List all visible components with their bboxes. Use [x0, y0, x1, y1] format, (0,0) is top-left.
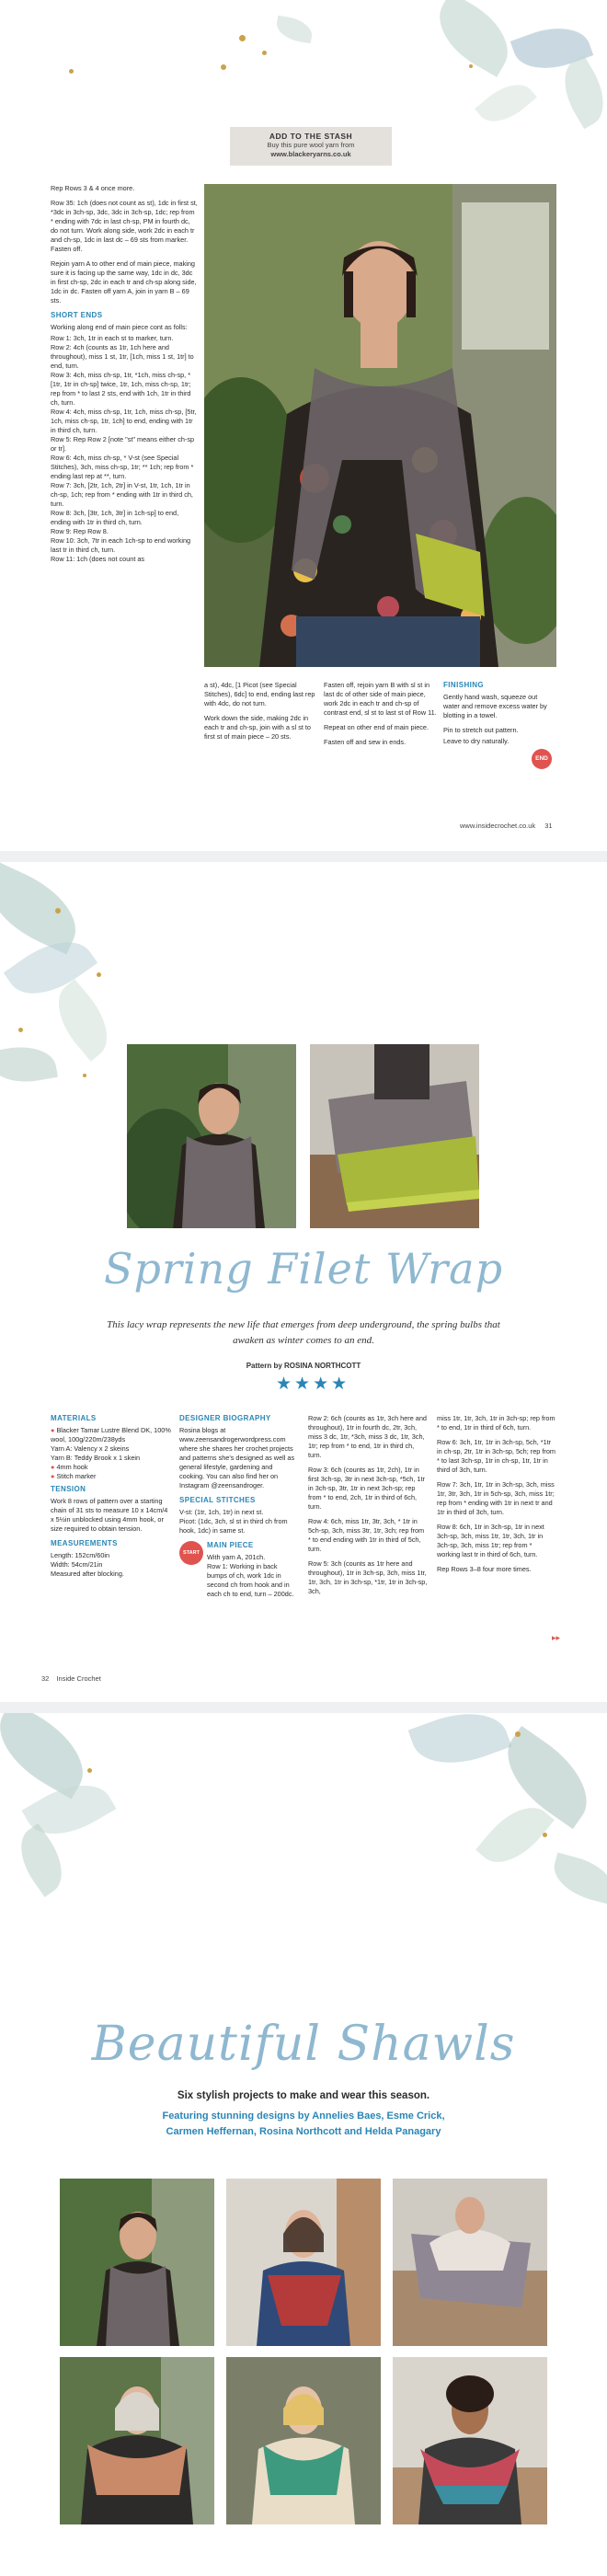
pattern-row: Row 1: 3ch, 1tr in each st to marker, turn.: [51, 334, 174, 342]
continue-arrow-icon: ▸▸: [552, 1633, 561, 1642]
stash-heading: ADD TO THE STASH: [269, 132, 353, 141]
pattern-row: Row 8: 6ch, 1tr in 3ch-sp, 1tr in next 3ch-sp, 3ch, miss 1tr, 1tr, 3ch, 1tr in 3ch-sp, 3ch, miss 1tr; rep from * working last tr in third of 6ch, turn.: [437, 1523, 544, 1558]
main-piece-block: [179, 1541, 299, 1599]
material-item: ● Stitch marker: [51, 1472, 97, 1480]
leaf-decoration: [43, 979, 121, 1062]
materials-heading: MATERIALS: [51, 1414, 97, 1422]
gold-dot: [87, 1768, 92, 1773]
pattern-text: Pin to stretch out pattern.: [443, 726, 519, 734]
pattern-row: Row 6: 4ch, miss ch-sp, * V-st (see Special Stitches), 3ch, miss ch-sp, 1tr; ** 1ch; rep from * ending last rep at **, turn.: [51, 454, 194, 480]
gold-dot: [469, 64, 473, 68]
pattern-row: Row 4: 6ch, miss 1tr, 3tr, 3ch, * 1tr in 5ch-sp, 3ch, miss 3tr, 1tr, 3ch; rep from * to end ending with 1tr in third of 5ch, turn.: [308, 1517, 425, 1553]
photo-illustration: [226, 2357, 381, 2524]
leaf-decoration: [475, 74, 537, 133]
page-number: 32: [41, 1674, 50, 1683]
pattern-row: Row 10: 3ch, 7tr in each 1ch-sp to end working last tr in third ch, turn.: [51, 536, 191, 554]
footer-url[interactable]: www.insidecrochet.co.uk: [460, 822, 536, 830]
pattern-column-4: [324, 681, 439, 753]
shawl-photo-5[interactable]: [226, 2357, 381, 2524]
wrap-photo-left: [127, 1044, 296, 1228]
pattern-column-4: [437, 1414, 556, 1580]
pattern-text: Fasten off and sew in ends.: [324, 738, 407, 746]
material-item: ● Blacker Tamar Lustre Blend DK, 100% wool, 100g/220m/238yds: [51, 1426, 171, 1443]
pattern-row: Row 8: 3ch, [3tr, 1ch, 3tr] in 1ch-sp] to end, ending with 1tr in third ch, turn.: [51, 509, 179, 526]
gold-dot: [262, 51, 267, 55]
gold-dot: [69, 69, 74, 74]
leaf-decoration: [408, 1713, 512, 1777]
gold-dot: [83, 1074, 86, 1077]
feature-designers: [0, 2109, 607, 2140]
designer-heading: DESIGNER BIOGRAPHY: [179, 1414, 271, 1422]
pattern-row: Row 5: Rep Row 2 [note "st" means either ch-sp or tr].: [51, 435, 195, 453]
main-piece-heading: MAIN PIECE: [207, 1541, 254, 1549]
pattern-row: Row 7: 3ch, [2tr, 1ch, 2tr] in V-st, 1tr, 1ch, 1tr in ch-sp, 1ch; rep from * ending with 1tr in third ch, turn.: [51, 481, 193, 508]
pattern-row: Row 3: 6ch (counts as 1tr, 2ch), 1tr in first 3ch-sp, 3tr in next 3ch-sp, *5ch, 1tr in 3ch-sp, 3tr, 1tr in next 3ch-sp; rep from * to end, 2ch, 1tr in third of 6ch, turn.: [308, 1466, 425, 1511]
special-stitch: Picot: (1dc, 3ch, sl st in third ch from hook, 1dc) in same st.: [179, 1517, 288, 1535]
finishing-column: [443, 681, 554, 752]
leaf-decoration: [274, 16, 315, 44]
gold-dot: [55, 908, 61, 914]
wrap-photo-right: [310, 1044, 479, 1228]
shawl-photo-3[interactable]: [393, 2179, 547, 2346]
shawls-feature-page: [0, 1713, 607, 2576]
photo-illustration: [393, 2357, 547, 2524]
pattern-row: Row 7: 3ch, 1tr, 1tr in 3ch-sp, 3ch, miss 1tr, 3tr, 3ch, 1tr in 5ch-sp, 3ch, miss 1tr; rep from * ending with 1tr in next tr and 1tr in third of 3ch, turn.: [437, 1480, 555, 1516]
pattern-row: Rep Rows 3–8 four more times.: [437, 1565, 532, 1573]
shawl-photo-2[interactable]: [226, 2179, 381, 2346]
pattern-column-1: [51, 184, 198, 564]
main-piece-intro: With yarn A, 201ch.: [207, 1553, 266, 1561]
leaf-decoration: [8, 1823, 75, 1897]
pattern-row: Row 2: 6ch (counts as 1tr, 3ch here and throughout), 1tr in fourth dc, 2tr, 3ch, miss 3 dc, 1tr, *3ch, miss 3 dc, 1tr, 3ch, 1tr; rep from * to end, 1tr in third ch, turn.: [308, 1414, 427, 1459]
pattern-text: Rejoin yarn A to other end of main piece, making sure it is facing up the same way, 1dc in dc, 3dc in first ch-sp, 2dc in each tr and ch-sp along side, 1dc in dc. Fasten off yarn A, join in yarn B – 69 sts.: [51, 259, 197, 305]
pattern-row: Row 5: 3ch (counts as 1tr here and throughout), 1tr in 3ch-sp, 3ch, miss 1tr, 1tr, 3ch, 1tr in 3ch-sp, *1tr, 1tr in 3ch-sp, 3ch,: [308, 1559, 428, 1595]
pattern-byline: Pattern by ROSINA NORTHCOTT: [246, 1362, 361, 1370]
photo-illustration: [60, 2357, 214, 2524]
gold-dot: [515, 1731, 521, 1737]
footer-brand: Inside Crochet: [56, 1674, 101, 1683]
start-badge: START: [179, 1541, 203, 1565]
measurement-item: Measured after blocking.: [51, 1570, 124, 1578]
gold-dot: [239, 35, 246, 41]
pattern-row: Row 11: 1ch (does not count as: [51, 555, 145, 563]
pattern-text: Leave to dry naturally.: [443, 737, 510, 745]
pattern-column-3: [308, 1414, 428, 1602]
page-number: 31: [544, 822, 553, 830]
leaf-decoration: [548, 1853, 607, 1905]
page-footer: [460, 822, 553, 830]
feature-subtitle: Six stylish projects to make and wear this season.: [177, 2090, 430, 2101]
pattern-row: Row 9: Rep Row 8.: [51, 527, 109, 535]
pattern-page-31: [0, 0, 607, 851]
pattern-page-32: [0, 862, 607, 1702]
end-badge: END: [532, 749, 552, 769]
pattern-text: Gently hand wash, squeeze out water and remove excess water by blotting in a towel.: [443, 693, 547, 719]
material-item: Yarn A: Valency x 2 skeins: [51, 1444, 130, 1453]
page-separator: [0, 851, 607, 862]
add-to-stash-box: [230, 127, 392, 166]
pattern-row: Row 1: Working in back bumps of ch, work 1dc in second ch from hook and in each ch to end, turn – 200dc.: [207, 1562, 294, 1598]
tension-text: Work 8 rows of pattern over a starting chain of 31 sts to measure 10 x 14cm/4 x 5½in unblocked using 4mm hook, or size required to obtain tension.: [51, 1497, 168, 1533]
stash-text: Buy this pure wool yarn from: [267, 141, 355, 149]
material-item: ● 4mm hook: [51, 1463, 88, 1471]
pattern-row: Row 4: 4ch, miss ch-sp, 1tr, 1ch, miss ch-sp, [5tr, 1ch, miss ch-sp, 1tr, 1ch] to end, ending with 1tr in third ch, turn.: [51, 408, 197, 434]
leaf-decoration: [0, 1041, 58, 1088]
page-separator: [0, 1702, 607, 1713]
special-stitches-heading: SPECIAL STITCHES: [179, 1496, 256, 1504]
short-ends-heading: SHORT ENDS: [51, 311, 103, 319]
pattern-title: Spring Filet Wrap: [103, 1244, 504, 1294]
photo-illustration: [393, 2179, 547, 2346]
feature-title: Beautiful Shawls: [91, 2017, 516, 2072]
photo-illustration: [204, 184, 556, 667]
pattern-text: Row 35: 1ch (does not count as st), 1dc in first st, *3dc in 3ch-sp, 3dc, 3dc in 3ch-sp, 1dc; rep from * ending with 7dc in last ch-sp, PM in fourth dc, do not turn. Work along side, work 2dc in each tr and ch-sp, 1dc in last dc – 69 sts from marker. Fasten off.: [51, 199, 198, 253]
pattern-row: Row 2: 4ch (counts as 1tr, 1ch here and throughout), miss 1 st, 1tr, [1ch, miss 1 st, 1tr] to end, turn.: [51, 343, 194, 370]
pattern-row: Row 6: 3ch, 1tr, 1tr in 3ch-sp, 5ch, *1tr in ch-sp, 2tr, 1tr in 3ch-sp, 5ch; rep from * to last 3ch-sp, 1tr in ch-sp, 1tr, 1tr in third of 3ch, turn.: [437, 1438, 555, 1474]
pattern-text: Repeat on other end of main piece.: [324, 723, 429, 731]
difficulty-rating: [276, 1374, 349, 1395]
pattern-text: Rep Rows 3 & 4 once more.: [51, 184, 135, 192]
measurements-heading: MEASUREMENTS: [51, 1539, 118, 1547]
pattern-text: Fasten off, rejoin yarn B with sl st in last dc of other side of main piece, work 2dc in each tr and ch-sp of contrast end, sl st to last st of Row 11.: [324, 681, 437, 717]
pattern-column-3: [204, 681, 319, 747]
shawl-photo-4[interactable]: [60, 2357, 214, 2524]
material-item: Yarn B: Teddy Brook x 1 skein: [51, 1454, 141, 1462]
designers-line: Featuring stunning designs by Annelies Baes, Esme Crick,: [162, 2110, 445, 2122]
gold-dot: [97, 972, 101, 977]
pattern-row: Row 3: 4ch, miss ch-sp, 1tr, *1ch, miss ch-sp, *[1tr, 1tr in ch-sp] twice, 1tr, 1ch, miss ch-sp, 1tr; rep from * to last 2 sts, end with 1ch, 1tr in third ch, turn.: [51, 371, 191, 407]
pattern-text: Working along end of main piece cont as folls:: [51, 323, 188, 331]
finishing-heading: FINISHING: [443, 681, 485, 689]
gold-dot: [221, 64, 226, 70]
measurement-item: Length: 152cm/60in: [51, 1551, 110, 1559]
shawl-photo-6[interactable]: [393, 2357, 547, 2524]
photo-illustration: [60, 2179, 214, 2346]
photo-illustration: [226, 2179, 381, 2346]
leaf-decoration: [0, 862, 90, 954]
materials-column: [51, 1414, 172, 1579]
designer-column: [179, 1414, 299, 1599]
tension-heading: TENSION: [51, 1485, 86, 1493]
measurement-item: Width: 54cm/21in: [51, 1560, 103, 1569]
designer-text: Rosina blogs at www.zeensandrogerwordpress.com where she shares her crochet projects and patterns she's designed as well as general lifestyle, gardening and cooking. You can also find her on Instagram @zeensandroger.: [179, 1426, 295, 1489]
special-stitch: V-st: (1tr, 1ch, 1tr) in next st.: [179, 1508, 264, 1516]
pattern-row: miss 1tr, 1tr, 3ch, 1tr in 3ch-sp; rep from * to end, 1tr in third of 6ch, turn.: [437, 1414, 555, 1432]
leaf-decoration: [425, 0, 521, 77]
photo-illustration: [310, 1044, 479, 1228]
designers-line: Carmen Heffernan, Rosina Northcott and Helda Panagary: [166, 2126, 441, 2137]
model-wearing-wrap-photo: [204, 184, 556, 667]
rating-stars: ★★★★: [276, 1374, 350, 1394]
photo-illustration: [127, 1044, 296, 1228]
shawl-photo-1[interactable]: [60, 2179, 214, 2346]
pattern-intro: This lacy wrap represents the new life that emerges from deep underground, the spring bulbs that awaken as winter comes to an end.: [107, 1319, 500, 1346]
gold-dot: [543, 1833, 547, 1837]
pattern-text: a st), 4dc, [1 Picot (see Special Stitches), 6dc] to end, ending last rep with 4dc, do not turn.: [204, 681, 315, 707]
stash-link[interactable]: www.blackeryarns.co.uk: [270, 150, 351, 158]
page-footer: [41, 1674, 101, 1683]
pattern-text: Work down the side, making 2dc in each tr and ch-sp, join with a sl st to first st of main piece – 20 sts.: [204, 714, 311, 741]
gold-dot: [18, 1028, 23, 1032]
